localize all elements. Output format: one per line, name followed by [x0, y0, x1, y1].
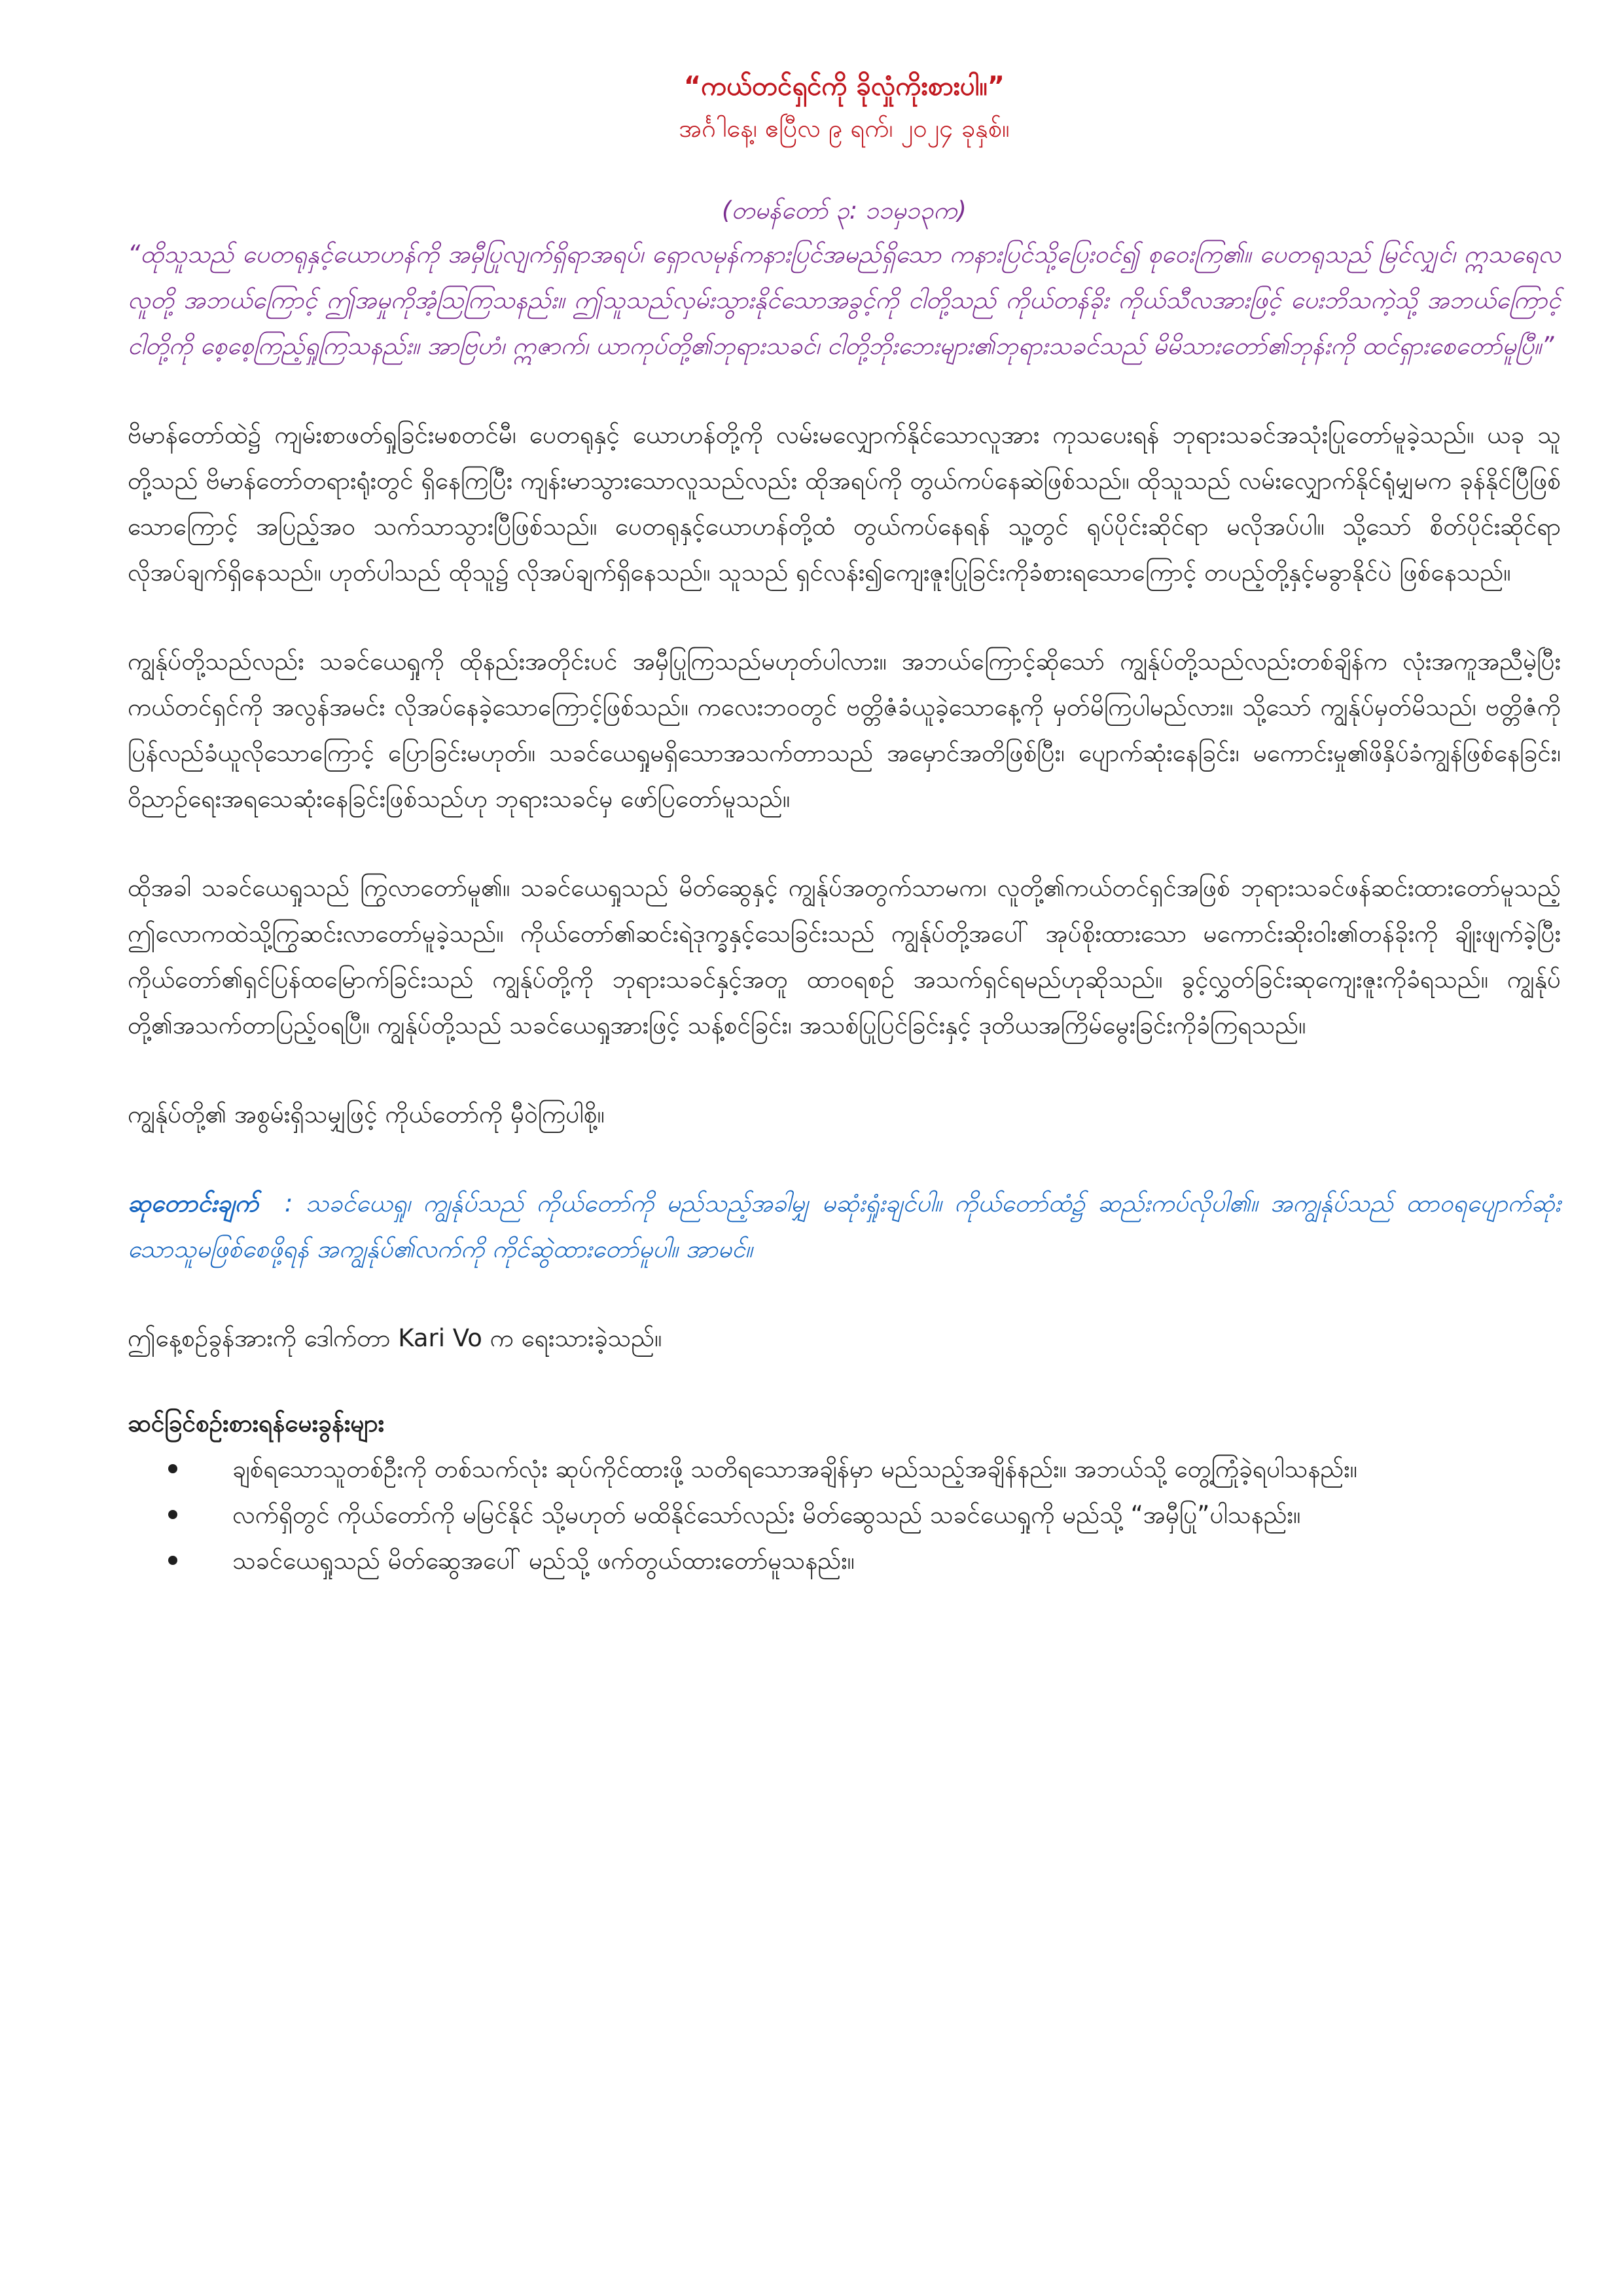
body-paragraph-2: ကျွန်ုပ်တို့သည်လည်း သခင်ယေရှုကို ထိုနည်းအတိုင်းပင် အမှီပြုကြသည်မဟုတ်ပါလား။ အဘယ်ကြောင့်ဆိုသော် ကျွန်ုပ်တို့သည်လည်းတစ်ချိန်က လုံးအကူအညီမဲ့ပြီး ကယ်တင်ရှင်ကို အလွန်အမင်း လိုအပ်နေခဲ့သောကြောင့်ဖြစ်သည်။ ကလေးဘဝတွင် ဗတ္တိဇံခံယူခဲ့သောနေ့ကို မှတ်မိကြပါမည်လား။ သို့သော် ကျွန်ုပ်မှတ်မိသည်၊ ဗတ္တိဇံကိုပြန်လည်ခံယူလိုသောကြောင့် ပြောခြင်းမဟုတ်။ သခင်ယေရှုမရှိသောအသက်တာသည် အမှောင်အတိဖြစ်ပြီး၊ ပျောက်ဆုံးနေခြင်း၊ မကောင်းမှု၏ဖိနှိပ်ခံကျွန်ဖြစ်နေခြင်း၊ ဝိညာဉ်ရေးအရသေဆုံးနေခြင်းဖြစ်သည်ဟု ဘုရားသခင်မှ ဖော်ပြတော်မူသည်။ [128, 647, 1561, 813]
question-text: လက်ရှိတွင် ကိုယ်တော်ကို မမြင်နိုင် သို့မဟုတ် မထိနိုင်သော်လည်း မိတ်ဆွေသည် သခင်ယေရှုကို မည်သို့ “အမှီပြု”ပါသနည်း။ [232, 1501, 1301, 1529]
prayer-text: : သခင်ယေရှု၊ ကျွန်ုပ်သည် ကိုယ်တော်ကို မည်သည့်အခါမျှ မဆုံးရှုံးချင်ပါ။ ကိုယ်တော်ထံ၌ ဆည်းကပ်လိုပါ၏။ အကျွန်ုပ်သည် ထာဝရပျောက်ဆုံးသောသူမဖြစ်စေဖို့ရန် အကျွန်ုပ်၏လက်ကို ကိုင်ဆွဲထားတော်မူပါ။ အာမင်။ [128, 1189, 1561, 1263]
bullet-icon [168, 1510, 177, 1519]
question-item [128, 1446, 1561, 1492]
questions-list [128, 1446, 1561, 1584]
body-paragraph-4: ကျွန်ုပ်တို့၏ အစွမ်းရှိသမျှဖြင့် ကိုယ်တော်ကို မှီဝဲကြပါစို့။ [128, 1100, 605, 1128]
question-text: ချစ်ရသောသူတစ်ဦးကို တစ်သက်လုံး ဆုပ်ကိုင်ထားဖို့ သတိရသောအချိန်မှာ မည်သည့်အချိန်နည်း။ အဘယ်သို့ တွေ့ကြုံခဲ့ရပါသနည်း။ [232, 1455, 1357, 1483]
question-text: သခင်ယေရှုသည် မိတ်ဆွေအပေါ် မည်သို့ ဖက်တွယ်ထားတော်မူသနည်း။ [232, 1547, 855, 1575]
prayer-label: ဆုတောင်းချက် [128, 1189, 259, 1217]
bullet-icon [168, 1464, 177, 1473]
scripture-text: “ထိုသူသည် ပေတရုနှင့်ယောဟန်ကို အမှီပြုလျက်ရှိရာအရပ်၊ ရှောလမုန်ကနားပြင်အမည်ရှိသော ကနားပြင်သို့ပြေးဝင်၍ စုဝေးကြ၏။ ပေတရုသည် မြင်လျှင်၊ ဣသရေလလူတို့ အဘယ်ကြောင့် ဤအမှုကိုအံ့ဩကြသနည်း။ ဤသူသည်လှမ်းသွားနိုင်သောအခွင့်ကို ငါတို့သည် ကိုယ်တန်ခိုး ကိုယ်သီလအားဖြင့် ပေးဘိသကဲ့သို့ အဘယ်ကြောင့်ငါတို့ကို စေ့စေ့ကြည့်ရှုကြသနည်း။ အာဗြဟံ၊ ဣဇာက်၊ ယာကုပ်တို့၏ဘုရားသခင်၊ ငါတို့ဘိုးဘေးများ၏ဘုရားသခင်သည် မိမိသားတော်၏ဘုန်းကို ထင်ရှားစေတော်မူပြီ။” [128, 240, 1561, 360]
question-item [128, 1538, 1561, 1584]
devotional-title: “ကယ်တင်ရှင်ကို ခိုလှုံကိုးစားပါ။” [683, 71, 1005, 101]
body-paragraph-3: ထိုအခါ သခင်ယေရှုသည် ကြွလာတော်မူ၏။ သခင်ယေရှုသည် မိတ်ဆွေနှင့် ကျွန်ုပ်အတွက်သာမက၊ လူတို့၏ကယ်တင်ရှင်အဖြစ် ဘုရားသခင်ဖန်ဆင်းထားတော်မူသည့် ဤလောကထဲသို့ကြွဆင်းလာတော်မူခဲ့သည်။ ကိုယ်တော်၏ဆင်းရဲဒုက္ခနှင့်သေခြင်းသည် ကျွန်ုပ်တို့အပေါ် အုပ်စိုးထားသော မကောင်းဆိုးဝါး၏တန်ခိုးကို ချိုးဖျက်ခဲ့ပြီး ကိုယ်တော်၏ရှင်ပြန်ထမြောက်ခြင်းသည် ကျွန်ုပ်တို့ကို ဘုရားသခင်နှင့်အတူ ထာဝရစဉ် အသက်ရှင်ရမည်ဟုဆိုသည်။ ခွင့်လွှတ်ခြင်းဆုကျေးဇူးကိုခံရသည်။ ကျွန်ုပ်တို့၏အသက်တာပြည့်ဝရပြီ။ ကျွန်ုပ်တို့သည် သခင်ယေရှုအားဖြင့် သန့်စင်ခြင်း၊ အသစ်ပြုပြင်ခြင်းနှင့် ဒုတိယအကြိမ်မွေးခြင်းကိုခံကြရသည်။ [128, 874, 1561, 1039]
bullet-icon [168, 1556, 177, 1565]
devotional-page [128, 65, 1561, 1584]
scripture-reference: (တမန်တော် ၃: ၁၁မှ၁၃က) [722, 196, 967, 224]
body-paragraph-1: ဗိမာန်တော်ထဲ၌ ကျမ်းစာဖတ်ရှုခြင်းမစတင်မီ၊ ပေတရုနှင့် ယောဟန်တို့ကို လမ်းမလျှောက်နိုင်သောလူအား ကုသပေးရန် ဘုရားသခင်အသုံးပြုတော်မူခဲ့သည်။ ယခု သူတို့သည် ဗိမာန်တော်တရားရုံးတွင် ရှိနေကြပြီး ကျန်းမာသွားသောလူသည်လည်း ထိုအရပ်ကို တွယ်ကပ်နေဆဲဖြစ်သည်။ ထိုသူသည် လမ်းလျှောက်နိုင်ရုံမျှမက ခုန်နိုင်ပြီဖြစ်သောကြောင့် အပြည့်အဝ သက်သာသွားပြီဖြစ်သည်။ ပေတရုနှင့်ယောဟန်တို့ထံ တွယ်ကပ်နေရန် သူ့တွင် ရုပ်ပိုင်းဆိုင်ရာ မလိုအပ်ပါ။ သို့သော် စိတ်ပိုင်းဆိုင်ရာ လိုအပ်ချက်ရှိနေသည်။ ဟုတ်ပါသည် ထိုသူ၌ လိုအပ်ချက်ရှိနေသည်။ သူသည် ရှင်လန်း၍ကျေးဇူးပြုခြင်းကိုခံစားရသောကြောင့် တပည့်တို့နှင့်မခွာနိုင်ပဲ ဖြစ်နေသည်။ [128, 421, 1561, 586]
questions-heading: ဆင်ခြင်စဉ်းစားရန်မေးခွန်းများ [128, 1409, 384, 1437]
devotional-date: အင်္ဂါနေ့၊ ဧပြီလ ၉ ရက်၊ ၂၀၂၄ ခုနှစ်။ [679, 114, 1010, 143]
author-line: ဤနေ့စဉ်ခွန်အားကို ဒေါက်တာ Kari Vo က ရေးသားခဲ့သည်။ [128, 1324, 662, 1352]
question-item [128, 1492, 1561, 1538]
prayer-block [128, 1181, 1561, 1272]
